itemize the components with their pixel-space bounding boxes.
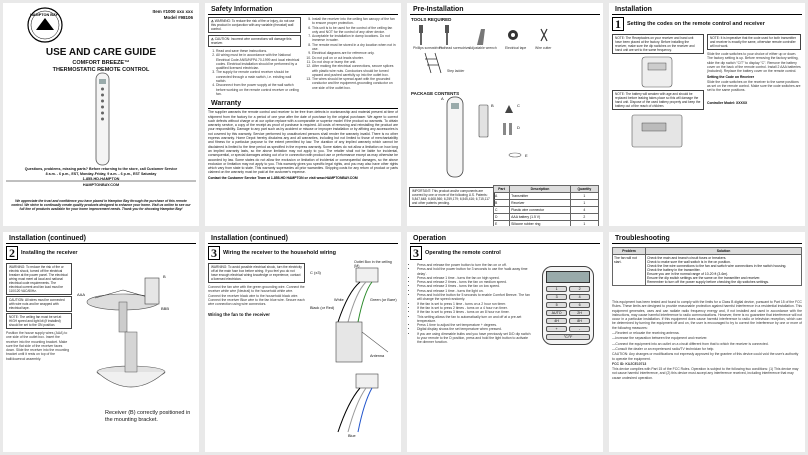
table-cell: B [494, 200, 510, 207]
parts-table-header [494, 186, 599, 193]
header-cell: Quantity [570, 186, 598, 193]
phillips-screwdriver-handle-icon [419, 25, 423, 33]
operation-item: • If the fan is set to press 3 times - turns on an 8 hour run timer. [417, 310, 533, 314]
operation-item: • Press and release 3 times - turns the fan on low speed. [417, 284, 533, 288]
table-row [494, 207, 599, 214]
step-ladder-icon [425, 53, 441, 73]
package-contents-title: PACKAGE CONTENTS [411, 91, 460, 96]
installation-page [609, 3, 805, 226]
receiver-in-bracket-icon [125, 332, 137, 372]
table-cell: 1 [570, 193, 598, 200]
warranty-contact: Contact the Customer Service Team at 1-855-HD HAMPTON or visit www.HAMPTONBAY.COM [208, 175, 358, 180]
fcc-id: FCC ID: KUJCE10713 [612, 361, 647, 366]
operation-item: • Press and hold the power button for 3 seconds to use the 'walk away time delay'. [417, 267, 533, 276]
green-wire-label: Green (or Bare) [370, 298, 397, 302]
remote-button-icon [101, 88, 104, 91]
step-title: Setting the codes on the remote control and receiver [627, 21, 765, 27]
solution-item: Ensure you are in the normal range of 10-20 ft (3-6m). [647, 272, 729, 276]
questions-text: Questions, problems, missing parts? Before returning to the store, call Customer Service [24, 167, 178, 171]
troubleshooting-header [613, 248, 802, 255]
install-receiver-page [3, 232, 199, 452]
header-cell: Description [510, 186, 571, 193]
safety-item: 5. Install the receiver into the ceiling fan canopy of the fan to ensure proper protection. [312, 17, 398, 26]
blue-wire-icon [358, 388, 372, 432]
code-important-note: NOTE: It is imperative that the code used for both transmitter and receiver is exactly the same, otherwise remote controller will not work. [707, 34, 801, 50]
cover-graphics [3, 3, 199, 226]
operation-item: • Press and release 1 time - turns the fan on high speed. [417, 276, 533, 280]
remote-button[interactable]: 3 [546, 294, 567, 300]
table-cell: A [494, 193, 510, 200]
antenna-label: Antenna [370, 354, 385, 358]
remote-button[interactable]: 6 [569, 302, 590, 308]
table-cell: 4 [570, 207, 598, 214]
battery-d-icon [503, 123, 506, 135]
product-line2: THERMOSTATIC REMOTE CONTROL [52, 67, 150, 73]
remote-button[interactable]: °C/°F [546, 334, 590, 340]
solution-item: Check the main and branch circuit fuses or breakers. [647, 256, 727, 260]
troubleshooting-table [612, 247, 802, 286]
controller-model: Controller Model: XXXXX [707, 100, 748, 105]
step-number: 3 [208, 246, 220, 260]
code-note-box: NOTE: The Receptacles on your receiver and hand unit have been placed at the factory. Before installing the receiver, make sure the dip switches on the receiver and hand unit are set to the same frequency. [612, 34, 704, 54]
white-wire-label: White [334, 298, 344, 302]
preinstall-section-title: Pre-Installation [410, 5, 600, 15]
operation-item: • If the fan is set to press 1 time - turns on a 2 hour run timer. [417, 302, 533, 306]
operation-item: • Press 1 time to adjust the set temperature + degrees. [417, 323, 533, 327]
transmitter-display-icon [451, 103, 459, 109]
table-cell: 2 [570, 214, 598, 221]
receiver-part-label: B [163, 274, 166, 279]
safety-list-left [208, 49, 301, 96]
install-warning: WARNING: To reduce the risk of fire or electric shock, turned off the electrical breaker at the power panel. The electrical wiring must meet all local and national electrical code requirements. The electrical current and fan load must be 110/120 VAC/60Hz. [6, 263, 72, 295]
remote-button-icon [101, 100, 104, 103]
safety-warning-box: ⚠ WARNING: To reduce the risk of fire or injury, do not use this product in conjunction with any variable (rheostat) wall control. [208, 17, 301, 33]
black-wire-lower-icon [338, 388, 360, 432]
product-line1: COMFORT BREEZE™ [72, 60, 130, 66]
receiver-install-diagram [75, 262, 196, 432]
warranty-text: The supplier warrants the remote control and receiver to be free from defects in workmanship and material present at time of shipment from the factory for a period of one year after the date of purchase by the original purchaser. We agree to correct such defects without charge or at our option replace with a comparable or superior model if the product so warrants. To obtain warranty service, a copy of the receipt as proof of purchase is required. All costs of removing and reinstalling the product are your responsibility. Damage to any part such as by accident or misuse or improper installation or by affixing any accessories is not covered by this warranty. Service performed by unauthorized persons shall render the warranty invalid. There is no other express warranty. Home Depot hereby disclaims any and all warranties, including but not limited to those of merchantability and fitness for a particular purpose to the extent permitted by law. The duration of any implied warranty which cannot be disclaimed is limited to the time period as specified in the express warranty. Some states do not allow a limitation on how long an implied warranty lasts, so the above limitation may not apply to you. The retailer shall not be liable for incidental, consequential, or special damages arising out of or in connection with product use or performance except as may otherwise be accorded by law. Some states do not allow the exclusion or limitation of incidental or consequential damages, so the above exclusion or limitation may not apply to you. This warranty gives you specific legal rights, and you may also have other rights which vary from state to state. This warranty supersedes all prior warranties. Shipping costs for any return of product or parts claimed on the warranty must be paid at the customer's expense. [208, 110, 398, 175]
remote-back-icon [642, 57, 672, 87]
operation-item: • Press and release 1 time - turns the light on. [417, 289, 533, 293]
remote-button[interactable]: AUTO [546, 310, 567, 316]
remote-button[interactable]: 5 [546, 302, 567, 308]
table-row [494, 214, 599, 221]
step-number: 1 [612, 17, 624, 31]
install-caution: CAUTION: All wires must be connected with wire nuts and be wrapped with electrical tape. [6, 296, 72, 312]
step-number: 3 [410, 246, 422, 260]
solution-item: Check the line wire connections to the fan and switch wire connections in the switch housing. [647, 264, 787, 268]
wire-connector-c-icon [505, 105, 513, 113]
table-cell: 1 [570, 200, 598, 207]
problem-cell: The fan will not start. [613, 255, 646, 286]
step-3-heading [208, 246, 398, 260]
black-wire-icon [338, 282, 360, 322]
table-cell: D [494, 214, 510, 221]
part-label-a: A [441, 96, 444, 101]
header-cell: Problem [613, 248, 646, 255]
safety-item: 9. Electrical diagrams are for reference only. [312, 51, 398, 55]
solution-cell [646, 255, 802, 286]
operation-item: • Press and hold the button for 5 seconds to enable Comfort Breeze. The fan will change the speed randomly. [417, 293, 533, 302]
operation-item: • This setting allows the fan to automatically turn on and off at a pre-set temperature. [417, 315, 533, 324]
receiver-icon [336, 322, 362, 362]
remote-display-icon [99, 79, 106, 84]
brand-logo-house-icon [36, 18, 54, 30]
installation-section-title: Installation [612, 5, 802, 15]
safety-item: 4. Disconnect from the power supply at the wall switch before working on the remote control receiver or ceiling fan. [216, 83, 301, 96]
fcc-measure: —Increase the separation between the equipment and receiver. [612, 336, 708, 341]
install3-section-title: Installation (continued) [208, 234, 398, 244]
solution-item: Check the battery in the transmitter. [647, 268, 701, 272]
safety-item: 3. The supply for remote control receiver should be connected through a main switch, i.e. existing wall switch. [216, 70, 301, 83]
safety-caution-box: ⚠ CAUTION: Incorrect wire connections will damage this receiver. [208, 35, 301, 47]
troubleshooting-page [609, 232, 805, 452]
remote-button[interactable]: 4 [569, 294, 590, 300]
tool-label: Phillips screwdriver [413, 46, 443, 50]
step-1-heading [612, 17, 802, 31]
operation-item: • Press and release 2 times - turns the fan on medium speed. [417, 280, 533, 284]
step-4-title: Wiring the fan to the receiver [208, 312, 270, 318]
preinstall-page [407, 3, 603, 226]
operation-list [410, 263, 533, 345]
adjustable-wrench-icon [477, 29, 485, 45]
tool-label: Flathead screwdriver [439, 46, 471, 50]
tool-label: Electrical tape [505, 46, 527, 50]
receiver-code-diagram [612, 111, 704, 151]
operation-step-heading [410, 246, 600, 260]
rubber-ring-e-icon [509, 153, 521, 157]
safety-item: 8. The remote must be stored in a dry location when not in use. [312, 43, 398, 52]
operation-item: • If you are using dimmable bulbs and you have previously set D/D dip switch to your remote to the D position, press and hold the light button to activate the dimmer function. [417, 332, 533, 345]
table-cell: Transmitter [510, 193, 571, 200]
item-number: Item #1000 xxx xxx [152, 9, 193, 14]
wire-cutter-icon [541, 29, 547, 41]
troubleshooting-section-title: Troubleshooting [612, 234, 802, 244]
table-cell: C [494, 207, 510, 214]
operation-item: • Press and release the power button to turn the fan on or off. [417, 263, 533, 267]
table-row [494, 221, 599, 227]
outlet-box-lower-icon [356, 374, 378, 388]
fcc-measure: —Connect the equipment into an outlet on a circuit different from that to which the receiver is connected. [612, 341, 769, 346]
part-label-e: E [525, 153, 528, 158]
operation-page [407, 232, 603, 452]
downrod-icon [119, 302, 127, 332]
solution-item: Remember to turn off the power supply before checking the dip switches settings. [647, 280, 770, 284]
table-cell: E [494, 221, 510, 227]
wiring-diagram [308, 262, 398, 447]
brand-name: HAMPTON BAY [30, 13, 58, 17]
remote-button-icon [101, 94, 104, 97]
part-label-d: D [517, 125, 520, 130]
remote-button[interactable]: 8H [569, 318, 590, 324]
hours-text: 8 a.m. - 6 p.m., EST, Monday-Friday, 9 a.m. - 6 p.m., EST Saturday [45, 172, 157, 176]
blue-wire-label: Blue [348, 434, 356, 438]
fcc-measure: —Reorient or relocate the receiving antenna. [612, 331, 680, 336]
canopy-bowl-icon [97, 372, 165, 387]
remote-button-icon [101, 118, 104, 121]
safety-item: 2. All wiring must be in accordance with the National Electrical Code ANSI/NFPA 70-1999 and local electrical codes. Electrical installation should be performed by a qualified licensed electrician. [216, 53, 301, 70]
remote-display [546, 271, 590, 283]
code-steps: Slide the code switches to your choice of either up or down. The factory setting is up. Before removing the factory setting, slide the dip switch "C/T" to display "C". Remove the battery cover on the back of the remote control. Install 2 AAA batteries (included). Replace the battery cover on the remote control. [707, 52, 801, 74]
install2-section-title: Installation (continued) [6, 234, 196, 244]
green-wire-icon [358, 282, 372, 322]
outlet-box-icon [356, 268, 378, 282]
safety-item: 11. Do not drop or bump the unit. [312, 60, 398, 64]
aaa-label: AAA [77, 292, 86, 297]
safety-warning-text: WARNING: To reduce the risk of fire or injury, do not use this product in conjunction with any variable (rheostat) wall control. [211, 19, 295, 31]
fcc-measure: —Consult the dealer or an experienced radio/TV technician for help. [612, 346, 715, 351]
fcc-text: This equipment has been tested and found to comply with the limits for a Class B digital device, pursuant to Part 15 of the FCC Rules. These limits are designed to provide reasonable protection against harmful interference in a residential installation. This equipment generates, uses and can radiate radio frequency energy and, if not installed and used in accordance with the instructions, may cause harmful interference to radio communications. However, there is no guarantee that interference will not occur in a particular installation. If this equipment does cause harmful interference to radio or television reception, which can be determined by turning the equipment off and on, the user is encouraged to try to correct the interference by one or more of the following measures: [612, 300, 802, 330]
header-cell: Part [494, 186, 510, 193]
fcc-part15: This device complies with Part 15 of the FCC Rules. Operation is subject to the following two conditions: (1) This device may not cause harmful interference, and (2) this device must accept any interference received, including interference that may cause undesired operation. [612, 367, 799, 380]
bbb-label: BBB [161, 306, 170, 311]
wiring-warning: WARNING: To avoid possible electrical shock, turn the electricity off at the main fuse box before wiring. If you feel you do not have enough electrical wiring knowledge or experience, contact a licensed electrician. [208, 263, 305, 283]
table-row [494, 200, 599, 207]
safety-item: 6. This unit is to be used for the control of the ceiling fan only and NOT for the control of any other device. [312, 26, 398, 35]
patent-notice: IMPORTANT: This product and/or components are covered by one or more of the following U.S. Patents: 5,847,648; 6,608,560; 6,259,179; 6,545,416; 6,715,117 and other patents pending. [409, 187, 495, 207]
tool-label: Wire cutter [535, 46, 552, 50]
battery-note-box: NOTE: The battery will weaken with age and should be replaced before leaking takes place so this will damage the hand unit. Dispose of the used battery properly and keep the battery out of the reach of children. [612, 90, 704, 110]
safety-list-right [304, 17, 398, 90]
electrical-tape-hole-icon [511, 33, 515, 37]
step-title: Wiring the receiver to the household wiring [223, 250, 337, 256]
outlet-box-label: Outlet Box in the ceiling (M) [354, 260, 392, 268]
tools-title: TOOLS REQUIRED [411, 17, 452, 22]
operation-item: • Digital display shows the set temperature when pressed. [417, 327, 533, 331]
step-title: Operating the remote control [425, 250, 501, 256]
warranty-section-title: Warranty [208, 99, 398, 109]
solution-item: Ensure the dip switch settings are the same on the transmitter and receiver. [647, 276, 761, 280]
battery-d-icon [509, 123, 512, 135]
remote-button-icon [101, 112, 104, 115]
model-number: Model #98106 [163, 15, 193, 20]
fcc-caution: CAUTION: Any changes or modifications not expressly approved by the grantee of this device could void the user's authority to operate the equipment. [612, 352, 799, 361]
black-wire-label: Black (or Red) [310, 306, 335, 310]
tool-label: Adjustable wrench [469, 46, 497, 50]
cover-page [3, 3, 199, 226]
install-steps: Position the house supply wires (AAA) to one side of the outlet box. Insert the receiver into the mounting bracket. Make sure the flat side of the receiver faces down. Slide the receiver into the mounting bracket until it rests on top of the ball/downrod assembly. [6, 331, 70, 361]
receiver-b-icon [479, 105, 488, 137]
receiver-dip-switch-icon [642, 123, 666, 131]
remote-illustration [536, 262, 600, 346]
table-row [494, 193, 599, 200]
table-cell: Plastic wire connector [510, 207, 571, 214]
remote-button[interactable]: 1 [546, 286, 567, 292]
dip-switch-icon [648, 63, 666, 70]
header-cell: Solution [646, 248, 802, 255]
website-link[interactable]: HAMPTONBAY.COM [82, 183, 120, 187]
part-label-b: B [491, 103, 494, 108]
receiver-code-title: Setting the Code on Receiver [707, 75, 755, 80]
wiring-page [205, 232, 401, 452]
flathead-screwdriver-handle-icon [445, 25, 449, 33]
remote-code-diagram [612, 55, 704, 89]
table-row [613, 255, 802, 286]
safety-item: 7. Acceptable for installation in damp locations. Do not immerse in water. [312, 34, 398, 43]
table-cell: Receiver [510, 200, 571, 207]
phone-number: 1-855-HD-HAMPTON [82, 177, 120, 181]
remote-button-icon [101, 106, 104, 109]
operation-section-title: Operation [410, 234, 600, 244]
receiver-b-icon [145, 278, 159, 304]
part-label-c: C [517, 103, 520, 108]
safety-item: 1. Read and save these instructions. [216, 49, 301, 53]
safety-section-title: Safety Information [208, 5, 398, 15]
connector-label: C (x3) [310, 270, 321, 275]
guide-heading: USE AND CARE GUIDE [45, 47, 157, 58]
safety-caution-text: CAUTION: Incorrect wire connections will damage this receiver. [211, 37, 292, 45]
safety-item: 12. After making the electrical connections, secure splices with plastic wire nuts. Conductors should be turned upward and pushed carefully up into the outlet box. [312, 64, 398, 77]
wiring-steps: Connect the fan wire with the green grounding wire. Connect the receiver white wire (Neutral) to the household white wire. Connect the receiver black wire to the household black wire. Connect the receiver Blue wire to the fan blue wire. Secure each wire connection using wire connectors. [208, 285, 305, 307]
tool-label: Step ladder [447, 69, 465, 73]
receiver-caption: Receiver (B) correctly positioned in the mounting bracket. [105, 410, 191, 423]
step-number: 2 [6, 246, 18, 260]
parts-table [493, 185, 599, 226]
operation-item: • If the fan is set to press 2 times - turns on a 4 hour run timer. [417, 306, 533, 310]
safety-page [205, 3, 401, 226]
antenna-wire-icon [362, 332, 388, 352]
remote-button[interactable]: - [569, 326, 590, 332]
step-title: Installing the receiver [21, 250, 78, 256]
safety-item: 10. Do not pull on or cut leads shorter. [312, 56, 398, 60]
step-2-heading [6, 246, 196, 260]
table-cell: Silicone rubber ring [510, 221, 571, 227]
remote-button[interactable]: + [546, 326, 567, 332]
table-cell: AAA battery (1.5 V) [510, 214, 571, 221]
remote-button[interactable]: 2H [569, 310, 590, 316]
remote-button[interactable]: 2 [569, 286, 590, 292]
remote-button[interactable]: 4H [546, 318, 567, 324]
solution-item: Check to make sure the wall switch is in the on position. [647, 260, 731, 264]
safety-item: 13. The wires should be spread apart with the grounded conductor and the equipment-grounding conductor on one side of the outlet box. [312, 77, 398, 90]
install-note: NOTE: The ceiling fan must be set at HIGH speed and light kit (if installed) should be set to the ON position. [6, 313, 72, 329]
table-cell: 1 [570, 221, 598, 227]
remote-body [542, 266, 594, 345]
thanks-note: We appreciate the trust and confidence you have placed in Hampton Bay through the purchase of this remote control. We strive to continually create quality products designed to enhance your home. Visit us online to see our full line of products available for your home improvement needs. Thank you for choosing Hampton Bay! [11, 199, 191, 212]
receiver-code-steps: Slide the code switches on the receiver to the same positions as set on the remote control. Make sure the code switches are set to the same positions. [707, 79, 801, 93]
